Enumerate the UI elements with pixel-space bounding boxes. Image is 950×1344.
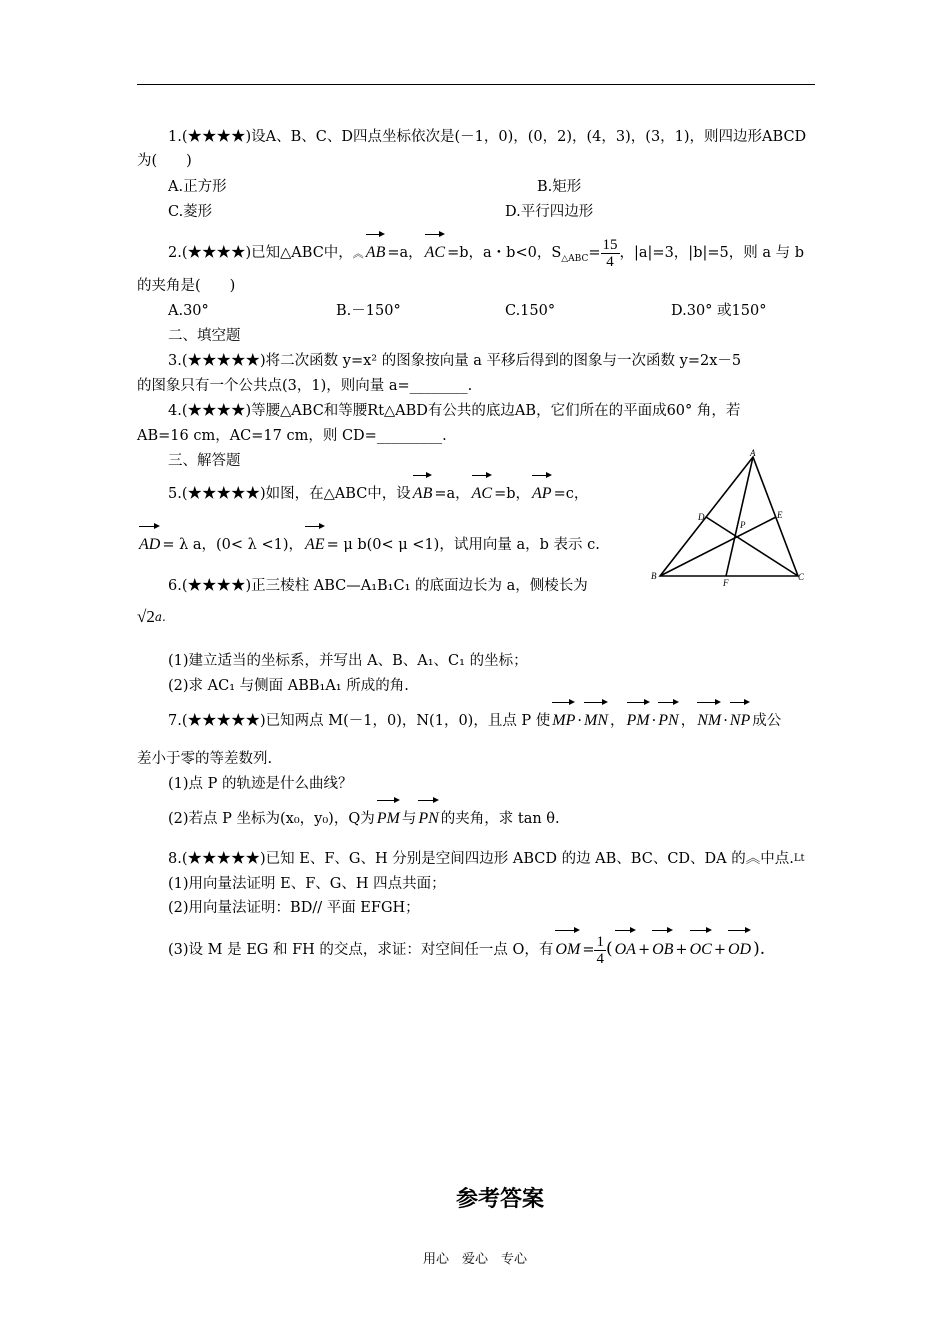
- problem-1-option-c: C.菱形: [168, 204, 213, 220]
- problem-7-q2-prefix: (2)若点 P 坐标为(x₀，y₀)，Q为: [168, 811, 375, 827]
- problem-5-line1: [168, 473, 588, 509]
- vector-pm: PM: [627, 700, 650, 736]
- answer-title: 参考答案: [455, 1187, 544, 1212]
- problem-3-line1: 3.(★★★★★)将二次函数 y=x² 的图象按向量 a 平移后得到的图象与一次函数 y=2x－5: [168, 353, 742, 369]
- fraction-1-4: [594, 934, 606, 967]
- vector-om: OM: [555, 928, 580, 966]
- vector-mp: MP: [552, 700, 575, 736]
- vector-mn: MN: [584, 700, 608, 736]
- problem-7-q2-post: 的夹角，求 tan θ.: [440, 811, 560, 827]
- comma: ，: [680, 713, 696, 729]
- problem-5-line2: [137, 524, 600, 560]
- plus: +: [675, 942, 688, 958]
- problem-8-q3-prefix: (3)设 M 是 EG 和 FH 的交点，求证：对空间任一点 O，有: [168, 942, 554, 958]
- problem-4-line2: AB=16 cm，AC=17 cm，则 CD=_________.: [137, 428, 447, 444]
- sqrt-two: √2: [137, 607, 155, 626]
- problem-5-e1: =a，: [434, 486, 470, 502]
- problem-2-option-c: C.150°: [505, 303, 556, 319]
- vector-ad: AD: [139, 524, 160, 560]
- problem-1-line2: 为( ): [137, 153, 192, 169]
- label-f: F: [723, 578, 729, 588]
- problem-2-option-d: D.30° 或150°: [671, 303, 767, 319]
- vector-ab: AB: [366, 232, 386, 268]
- problem-6-q2: (2)求 AC₁ 与侧面 ABB₁A₁ 所成的角.: [168, 678, 409, 694]
- problem-7-post: 成公: [752, 713, 782, 729]
- fraction-denominator: 4: [596, 950, 604, 967]
- problem-2-eq3: =: [588, 245, 601, 261]
- problem-2-mark: ︽: [352, 247, 364, 260]
- dot: ·: [723, 713, 728, 729]
- problem-6-q1: (1)建立适当的坐标系，并写出 A、B、A₁、C₁ 的坐标；: [168, 653, 528, 669]
- header-rule: [137, 84, 815, 85]
- vector-ac: AC: [472, 473, 492, 509]
- fraction-15-4: [601, 237, 620, 270]
- problem-1-option-a: A.正方形: [168, 179, 227, 195]
- problem-2-eq2: =b，a・b<0，S: [447, 245, 562, 261]
- problem-7-q1: (1)点 P 的轨迹是什么曲线？: [168, 776, 353, 792]
- problem-6-line1: 6.(★★★★)正三棱柱 ABC—A₁B₁C₁ 的底面边长为 a，侧棱长为: [168, 578, 588, 594]
- triangle-figure: [648, 448, 813, 593]
- fraction-numerator: 1: [596, 933, 604, 950]
- problem-8-tag: Lt: [793, 853, 805, 864]
- vector-ae: AE: [305, 524, 325, 560]
- problem-5-e5: = μ b(0< μ <1)，试用向量 a，b 表示 c.: [326, 537, 600, 553]
- fraction-numerator: 15: [602, 236, 618, 253]
- problem-2-line2: 的夹角是( ): [137, 278, 236, 294]
- vector-ab: AB: [413, 473, 433, 509]
- problem-2-line1: [168, 232, 804, 274]
- dot: ·: [577, 713, 583, 729]
- comma: ，: [610, 713, 625, 729]
- problem-7-q2: [168, 798, 560, 834]
- problem-2-option-a: A.30°: [168, 303, 209, 319]
- label-b: B: [651, 571, 657, 581]
- vector-pn: PN: [418, 798, 438, 834]
- problem-3-line2: 的图象只有一个公共点(3，1)，则向量 a=________.: [137, 378, 473, 394]
- problem-8-line1: [168, 849, 805, 869]
- problem-6-a: a.: [154, 610, 166, 624]
- problem-1-option-b: B.矩形: [537, 179, 582, 195]
- label-p: P: [740, 520, 746, 530]
- problem-2-sub: △ABC: [561, 253, 589, 264]
- segment-be: [660, 517, 776, 576]
- segment-cd: [706, 517, 798, 576]
- label-c: C: [798, 572, 805, 582]
- problem-6-line2: [137, 607, 166, 628]
- problem-5-prefix: 5.(★★★★★)如图，在△ABC中，设: [168, 486, 411, 502]
- fraction-denominator: 4: [606, 253, 614, 270]
- problem-2-eq1: =a，: [387, 245, 423, 261]
- label-e: E: [777, 510, 783, 520]
- vector-ap: AP: [532, 473, 552, 509]
- label-d: D: [698, 512, 705, 522]
- problem-2-prefix: 2.(★★★★)已知△ABC中，: [168, 245, 353, 261]
- section-solutions: 三、解答题: [168, 453, 241, 469]
- vector-nm: NM: [697, 700, 721, 736]
- problem-8-q2: (2)用向量法证明：BD// 平面 EFGH；: [168, 900, 420, 916]
- vector-pn: PN: [658, 700, 678, 736]
- vector-np: NP: [730, 700, 750, 736]
- problem-2-option-b: B.－150°: [336, 303, 401, 319]
- label-a: A: [750, 448, 756, 458]
- problem-7-line2: 差小于零的等差数列.: [137, 751, 273, 767]
- problem-5-e4: = λ a，(0< λ <1)，: [162, 537, 304, 553]
- problem-8-text: 8.(★★★★★)已知 E、F、G、H 分别是空间四边形 ABCD 的边 AB、BC、CD、DA 的︽中点.: [168, 851, 794, 867]
- equals: =: [582, 942, 595, 958]
- vector-pm: PM: [377, 798, 400, 834]
- problem-1-option-d: D.平行四边形: [505, 204, 594, 220]
- problem-7-line1: [168, 700, 781, 736]
- plus: +: [713, 942, 726, 958]
- dot: ·: [651, 713, 657, 729]
- paren-close: ).: [753, 939, 766, 959]
- page-footer: 用心 爱心 专心: [422, 1252, 527, 1267]
- problem-5-e3: =c，: [553, 486, 589, 502]
- problem-4-line1: 4.(★★★★)等腰△ABC和等腰Rt△ABD有公共的底边AB，它们所在的平面成60° 角，若: [168, 403, 741, 419]
- vector-oa: OA: [615, 928, 636, 966]
- problem-1-line1: 1.(★★★★)设A、B、C、D四点坐标依次是(－1，0)，(0，2)，(4，3)，(3，1)，则四边形ABCD: [168, 129, 807, 145]
- vector-oc: OC: [690, 928, 712, 966]
- vector-od: OD: [728, 928, 751, 966]
- problem-2-post: ，|a|=3，|b|=5，则 a 与 b: [619, 245, 804, 261]
- section-fill-in: 二、填空题: [168, 328, 241, 344]
- problem-7-prefix: 7.(★★★★★)已知两点 M(－1，0)，N(1，0)，且点 P 使: [168, 713, 551, 729]
- paren-open: (: [605, 939, 613, 959]
- problem-5-e2: =b，: [494, 486, 531, 502]
- problem-8-q3: [168, 928, 765, 967]
- problem-7-q2-mid: 与: [401, 811, 417, 827]
- vector-ob: OB: [652, 928, 673, 966]
- problem-8-q1: (1)用向量法证明 E、F、G、H 四点共面；: [168, 876, 446, 892]
- vector-ac: AC: [425, 232, 445, 268]
- plus: +: [637, 942, 651, 958]
